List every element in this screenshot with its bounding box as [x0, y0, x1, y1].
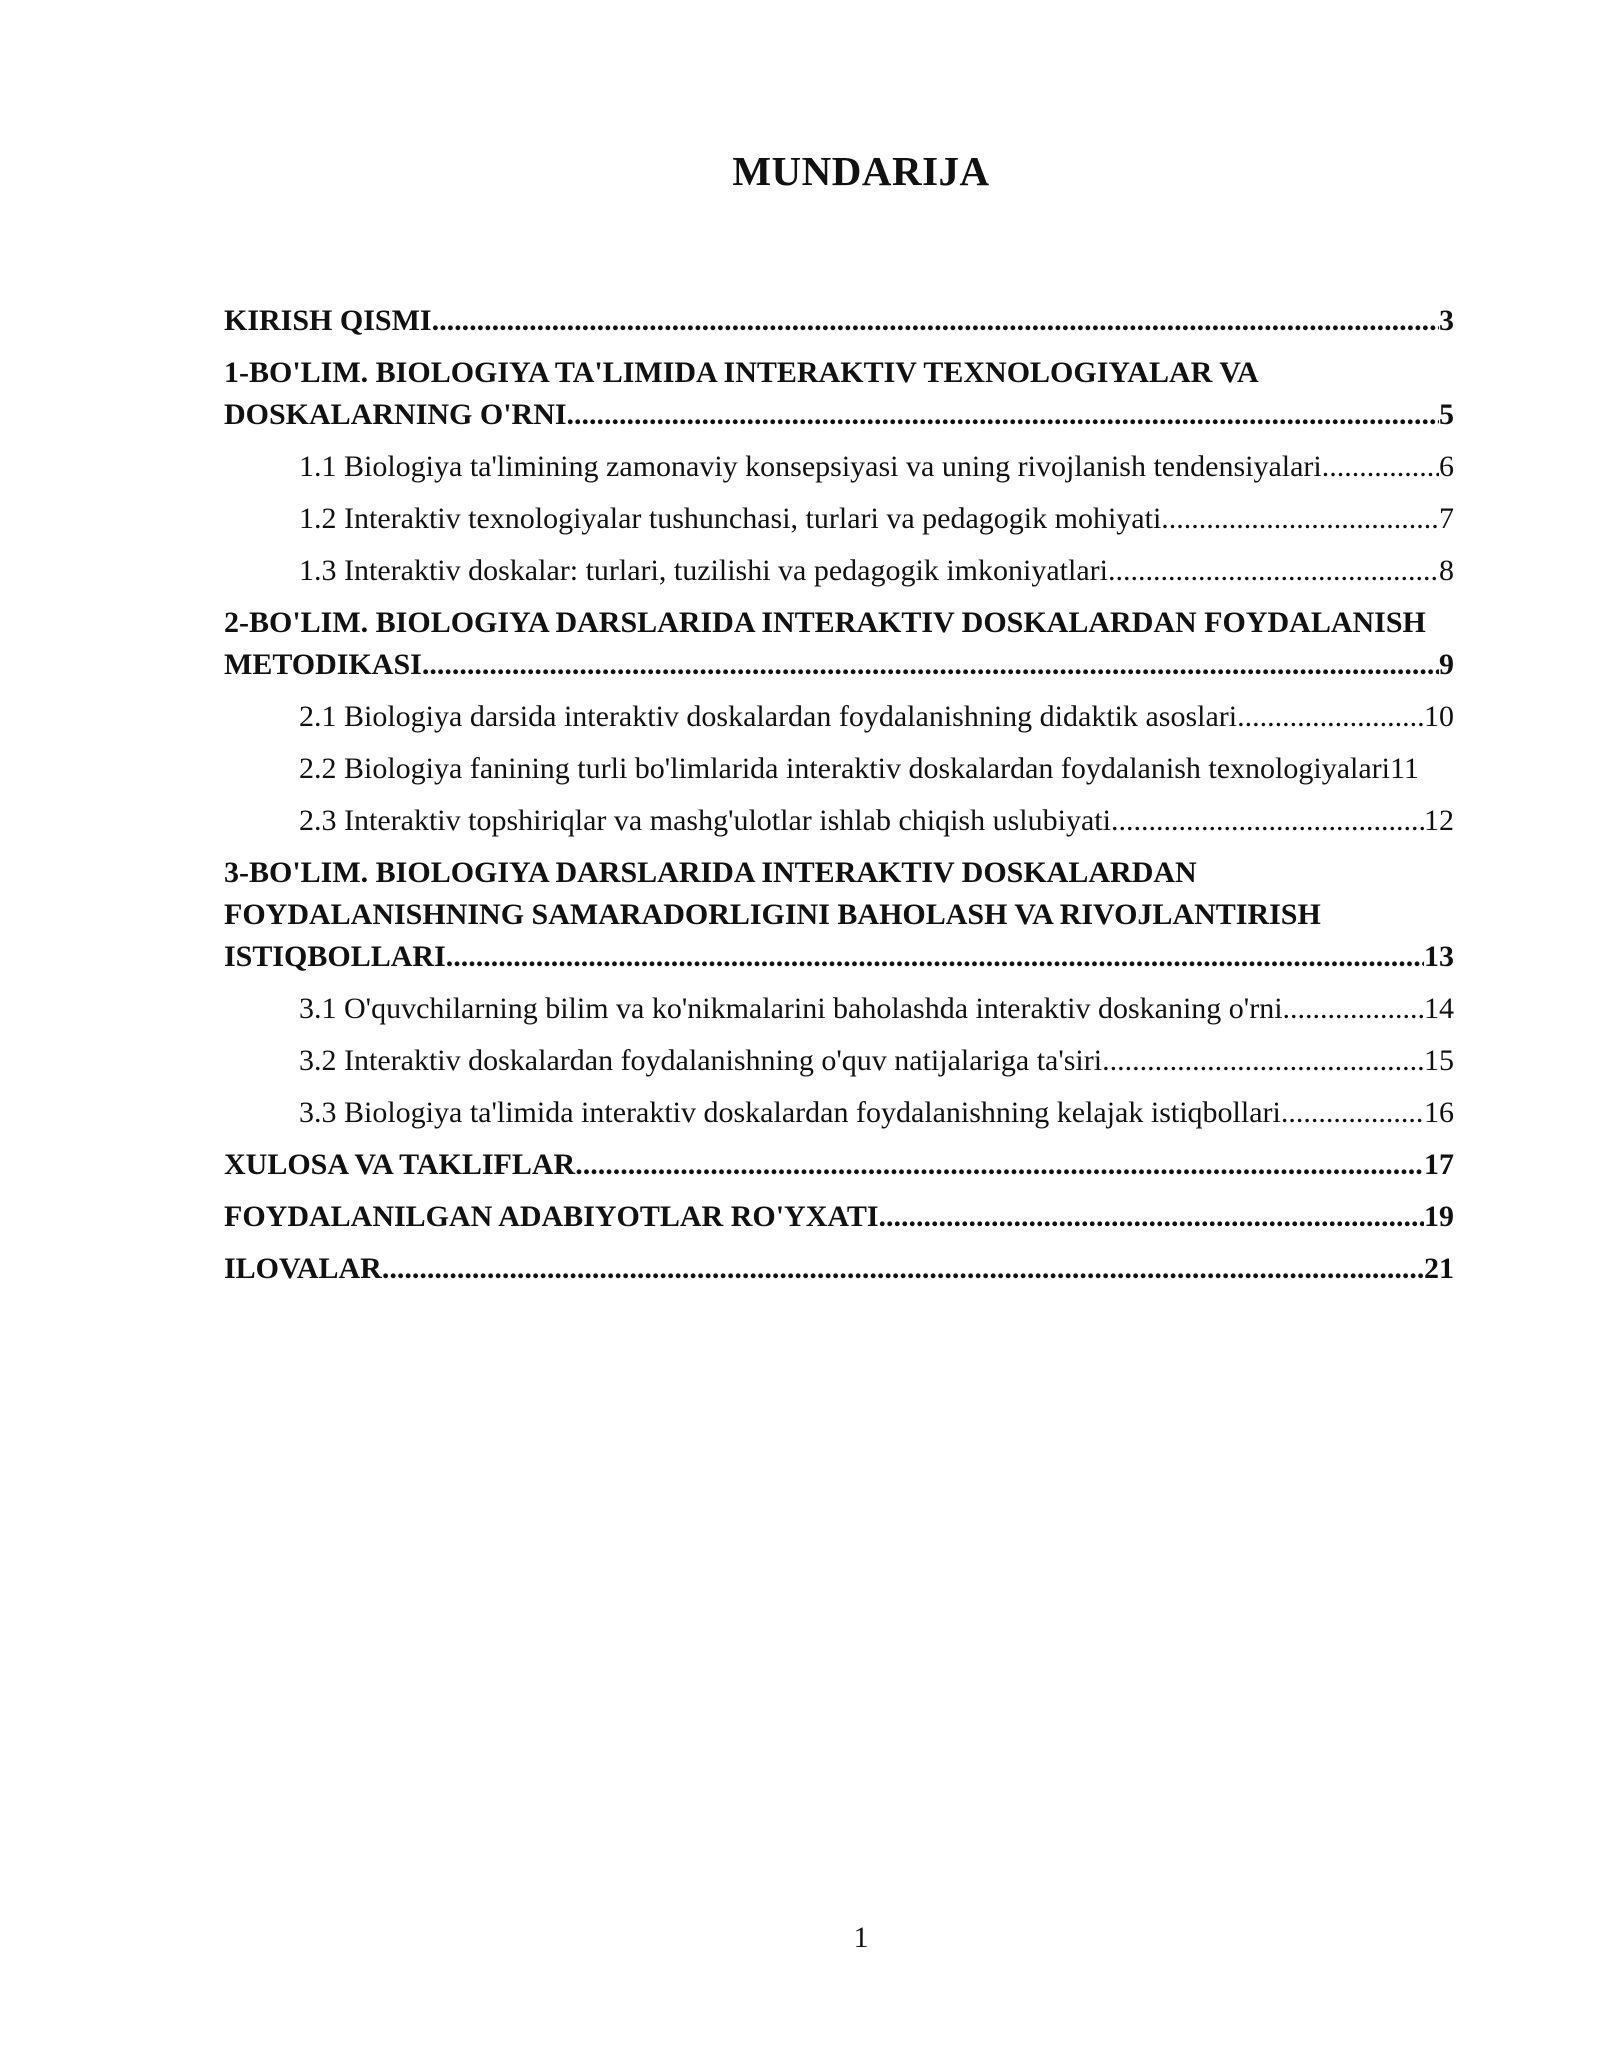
toc-dot-leader	[567, 394, 1439, 436]
toc-page-number: 13	[1424, 940, 1454, 973]
toc-page-number: 12	[1424, 804, 1454, 837]
toc-entry-title: 3.1 O'quvchilarning bilim va ko'nikmalarini baholashda interaktiv doskaning o'rni	[299, 992, 1283, 1025]
toc-dot-leader	[1322, 446, 1439, 488]
toc-entry-title: METODIKASI	[224, 648, 422, 681]
toc-entry-title: 1.3 Interaktiv doskalar: turlari, tuzilishi va pedagogik imkoniyatlari	[299, 554, 1108, 587]
toc-subsection-entry[interactable]	[224, 1040, 1454, 1082]
toc-page-number: 21	[1424, 1252, 1454, 1285]
toc-page-number: 11	[1390, 752, 1419, 785]
toc-section-entry[interactable]	[224, 1196, 1454, 1238]
toc-dot-leader	[1102, 1040, 1424, 1082]
toc-page-number: 6	[1439, 450, 1454, 483]
toc-entry-title: KIRISH QISMI	[224, 304, 432, 337]
toc-subsection-entry[interactable]	[224, 446, 1454, 488]
toc-subsection-entry[interactable]	[224, 988, 1454, 1030]
toc-section-entry[interactable]	[224, 352, 1454, 436]
toc-entry-title: FOYDALANILGAN ADABIYOTLAR RO'YXATI	[224, 1200, 879, 1233]
toc-entry-title: 1.1 Biologiya ta'limining zamonaviy konsepsiyasi va uning rivojlanish tendensiyalari	[299, 450, 1322, 483]
toc-dot-leader	[1237, 696, 1424, 738]
toc-subsection-entry[interactable]	[224, 1092, 1454, 1134]
table-of-contents	[224, 290, 1454, 1300]
toc-entry-title: ISTIQBOLLARI	[224, 940, 446, 973]
toc-page-number: 3	[1439, 304, 1454, 337]
toc-entry-title: 3.3 Biologiya ta'limida interaktiv doskalardan foydalanishning kelajak istiqbollari	[299, 1096, 1281, 1129]
toc-entry-title: ILOVALAR	[224, 1252, 382, 1285]
toc-page-number: 7	[1439, 502, 1454, 535]
page-number: 1	[853, 1921, 869, 1954]
toc-dot-leader	[382, 1248, 1424, 1290]
toc-entry-title: DOSKALARNING O'RNI	[224, 398, 567, 431]
toc-dot-leader	[1281, 1092, 1424, 1134]
toc-dot-leader	[1161, 498, 1439, 540]
toc-entry-title-line: 1-BO'LIM. BIOLOGIYA TA'LIMIDA INTERAKTIV TEXNOLOGIYALAR VA	[224, 356, 1259, 389]
toc-entry-title-line: FOYDALANISHNING SAMARADORLIGINI BAHOLASH VA RIVOJLANTIRISH	[224, 898, 1321, 931]
toc-page-number: 9	[1439, 648, 1454, 681]
toc-page-number: 17	[1424, 1148, 1454, 1181]
toc-page-number: 5	[1439, 398, 1454, 431]
toc-entry-title: 2.2 Biologiya fanining turli bo'limlarida interaktiv doskalardan foydalanish texnologiyalari	[299, 752, 1390, 785]
toc-section-entry[interactable]	[224, 852, 1454, 978]
toc-entry-title: 1.2 Interaktiv texnologiyalar tushunchasi, turlari va pedagogik mohiyati	[299, 502, 1162, 535]
toc-page-number: 8	[1439, 554, 1454, 587]
toc-entry-title-line: 2-BO'LIM. BIOLOGIYA DARSLARIDA INTERAKTIV DOSKALARDAN FOYDALANISH	[224, 606, 1426, 639]
toc-dot-leader	[422, 644, 1439, 686]
toc-page-number: 14	[1424, 992, 1454, 1025]
toc-subsection-entry[interactable]	[224, 498, 1454, 540]
toc-subsection-entry[interactable]	[224, 696, 1454, 738]
toc-entry-title: XULOSA VA TAKLIFLAR	[224, 1148, 576, 1181]
toc-dot-leader	[432, 300, 1439, 342]
toc-section-entry[interactable]	[224, 1144, 1454, 1186]
toc-section-entry[interactable]	[224, 300, 1454, 342]
toc-dot-leader	[1108, 550, 1439, 592]
toc-page-number: 10	[1424, 700, 1454, 733]
toc-entry-title: 3.2 Interaktiv doskalardan foydalanishning o'quv natijalariga ta'siri	[299, 1044, 1103, 1077]
toc-dot-leader	[879, 1196, 1424, 1238]
toc-page-number: 16	[1424, 1096, 1454, 1129]
toc-dot-leader	[1111, 800, 1424, 842]
page-title: MUNDARIJA	[732, 148, 990, 194]
toc-section-entry[interactable]	[224, 602, 1454, 686]
toc-section-entry[interactable]	[224, 1248, 1454, 1290]
toc-page-number: 19	[1424, 1200, 1454, 1233]
toc-entry-title: 2.3 Interaktiv topshiriqlar va mashg'ulotlar ishlab chiqish uslubiyati	[299, 804, 1111, 837]
toc-subsection-entry[interactable]	[224, 550, 1454, 592]
toc-entry-title: 2.1 Biologiya darsida interaktiv doskalardan foydalanishning didaktik asoslari	[299, 700, 1238, 733]
toc-subsection-entry[interactable]	[224, 800, 1454, 842]
toc-dot-leader	[446, 936, 1424, 978]
toc-entry-title-line: 3-BO'LIM. BIOLOGIYA DARSLARIDA INTERAKTIV DOSKALARDAN	[224, 856, 1197, 889]
toc-page-number: 15	[1424, 1044, 1454, 1077]
toc-subsection-entry[interactable]	[224, 748, 1454, 790]
toc-dot-leader	[1283, 988, 1424, 1030]
toc-dot-leader	[575, 1144, 1424, 1186]
